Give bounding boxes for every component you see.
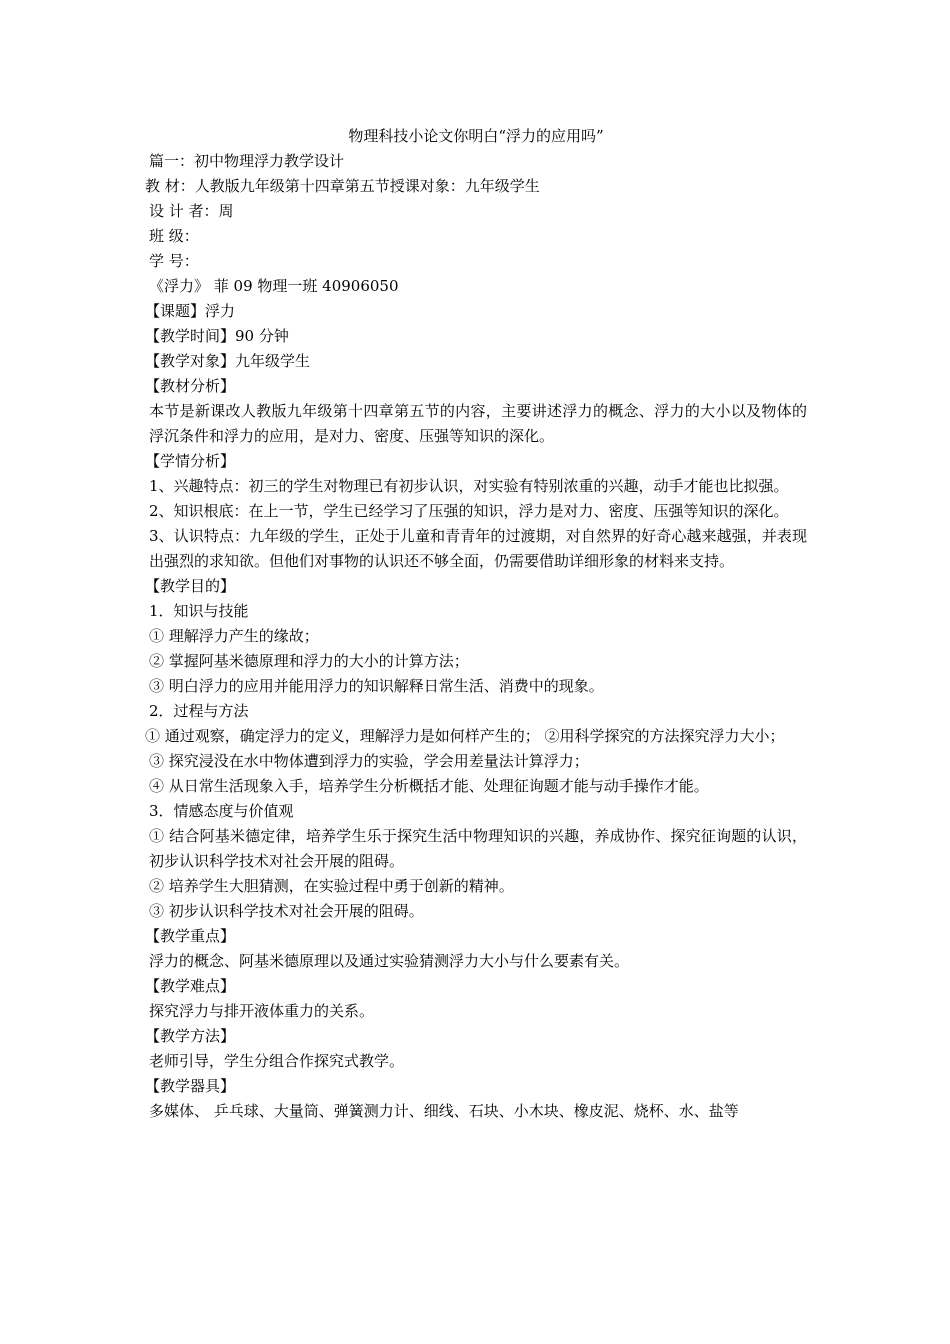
- text-line: ② 掌握阿基米德原理和浮力的大小的计算方法；: [149, 652, 469, 670]
- text-line: 1．知识与技能: [149, 602, 249, 620]
- text-line: ③ 明白浮力的应用并能用浮力的知识解释日常生活、消费中的现象。: [149, 677, 604, 695]
- paragraph: ① 通过观察，确定浮力的定义，理解浮力是如何样产生的； ②用科学探究的方法探究浮力大小；: [145, 727, 785, 745]
- paragraph: 1、兴趣特点：初三的学生对物理已有初步认识，对实验有特别浓重的兴趣，动手才能也比拟强。: [149, 477, 789, 495]
- text-line: 【教学目的】: [145, 577, 236, 595]
- text-line: 教 材：人教版九年级第十四章第五节授课对象：九年级学生: [145, 177, 540, 195]
- text-line: 3．情感态度与价值观: [149, 802, 294, 820]
- text-line: 2．过程与方法: [149, 702, 249, 720]
- document-blocks: [145, 149, 807, 1124]
- text-line: 【教材分析】: [145, 377, 236, 395]
- text-line: 篇一：初中物理浮力教学设计: [149, 152, 345, 170]
- paragraph: 本节是新课改人教版九年级第十四章第五节的内容，主要讲述浮力的概念、浮力的大小以及物体的浮沉条件和浮力的应用，是对力、密度、压强等知识的深化。: [149, 402, 807, 445]
- text-line: 多媒体、 乒乓球、大量筒、弹簧测力计、细线、石块、小木块、橡皮泥、烧杯、水、盐等: [149, 1102, 739, 1120]
- text-line: 老师引导，学生分组合作探究式教学。: [149, 1052, 405, 1070]
- text-line: ① 理解浮力产生的缘故；: [149, 627, 319, 645]
- text-line: 班 级：: [149, 227, 199, 245]
- text-line: 【教学时间】90 分钟: [145, 327, 289, 345]
- paragraph: ① 结合阿基米德定律，培养学生乐于探究生活中物理知识的兴趣，养成协作、探究征询题的认识，初步认识科学技术对社会开展的阻碍。: [149, 827, 807, 870]
- text-line: 【教学对象】九年级学生: [145, 352, 311, 370]
- text-line: 【教学难点】: [145, 977, 236, 995]
- document-body: [145, 124, 807, 1124]
- text-line: 设 计 者：周: [149, 202, 234, 220]
- document-title: 物理科技小论文你明白“浮力的应用吗”: [348, 127, 604, 145]
- text-line: 【教学器具】: [145, 1077, 236, 1095]
- text-line: 《浮力》 菲 09 物理一班 40906050: [149, 277, 399, 295]
- text-line: 学 号：: [149, 252, 199, 270]
- paragraph: 3、认识特点：九年级的学生，正处于儿童和青青年的过渡期，对自然界的好奇心越来越强，并表现出强烈的求知欲。但他们对事物的认识还不够全面，仍需要借助详细形象的材料来支持。: [149, 527, 807, 570]
- paragraph: 2、知识根底：在上一节，学生已经学习了压强的知识，浮力是对力、密度、压强等知识的深化。: [149, 502, 789, 520]
- text-line: 【学情分析】: [145, 452, 236, 470]
- text-line: ④ 从日常生活现象入手，培养学生分析概括才能、处理征询题才能与动手操作才能。: [149, 777, 709, 795]
- text-line: ③ 探究浸没在水中物体遭到浮力的实验，学会用差量法计算浮力；: [149, 752, 589, 770]
- text-line: 【教学重点】: [145, 927, 236, 945]
- text-line: 探究浮力与排开液体重力的关系。: [149, 1002, 375, 1020]
- text-line: 【课题】浮力: [145, 302, 236, 320]
- text-line: ② 培养学生大胆猜测，在实验过程中勇于创新的精神。: [149, 877, 514, 895]
- text-line: 浮力的概念、阿基米德原理以及通过实验猜测浮力大小与什么要素有关。: [149, 952, 630, 970]
- text-line: 【教学方法】: [145, 1027, 236, 1045]
- text-line: ③ 初步认识科学技术对社会开展的阻碍。: [149, 902, 424, 920]
